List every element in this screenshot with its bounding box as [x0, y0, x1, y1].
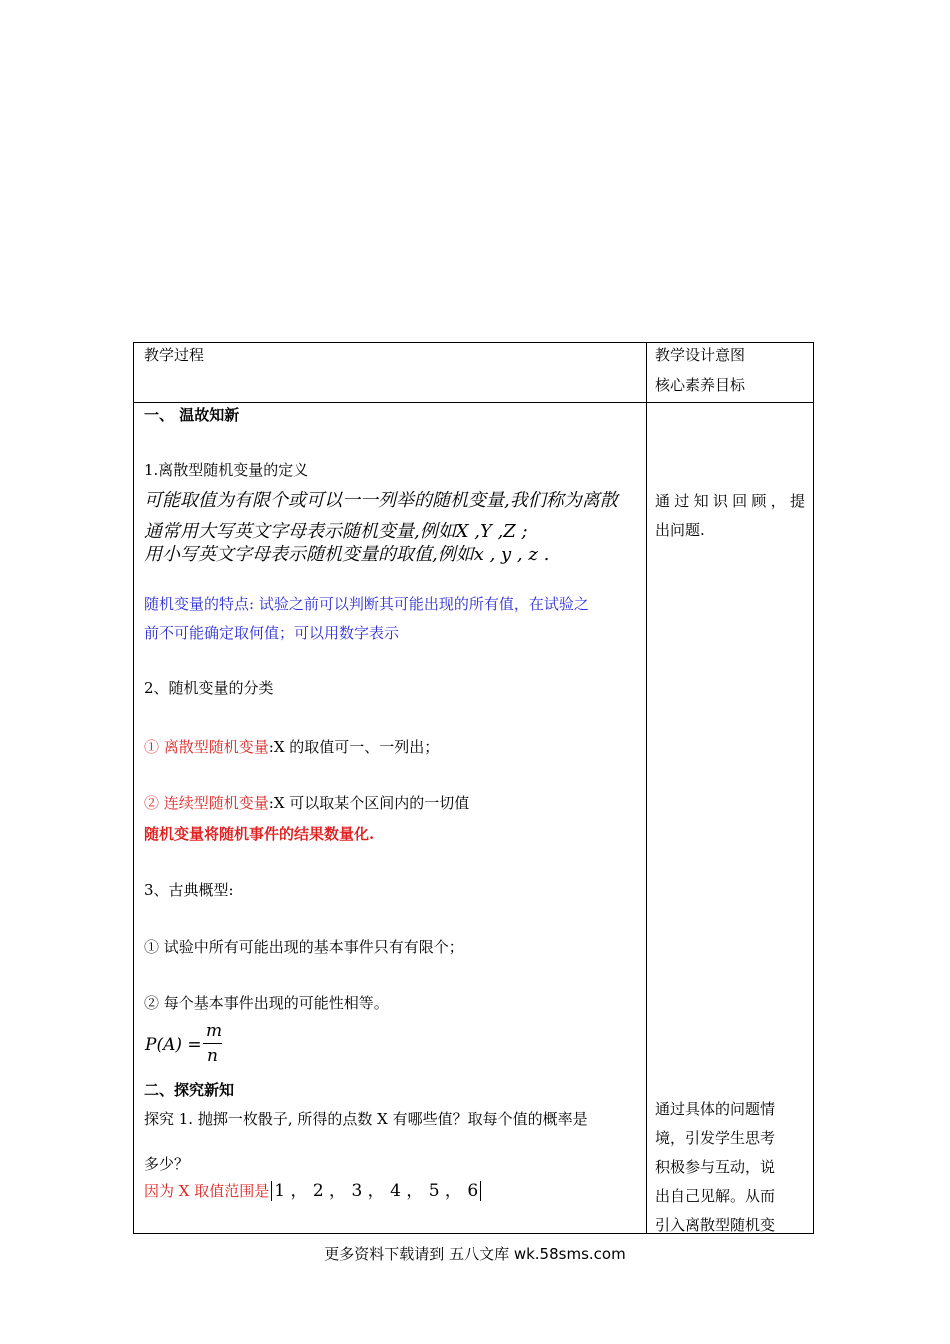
note-explore-line: 出自己见解。从而 — [655, 1187, 776, 1205]
continuous-class-label: ② 连续型随机变量 — [144, 794, 269, 812]
note-review-line-1: 通过知识回顾，提 — [655, 492, 805, 510]
classification-title: 2、随机变量的分类 — [144, 679, 274, 697]
feature-line-2: 前不可能确定取何值；可以用数字表示 — [144, 624, 400, 642]
note-review — [655, 487, 805, 545]
value-range-line — [144, 1181, 481, 1201]
value-range-label: 因为 X 取值范围是 — [144, 1182, 270, 1200]
footer-download-link[interactable]: 更多资料下载请到 五八文库 wk.58sms.com — [324, 1245, 626, 1263]
header-teaching-process: 教学过程 — [144, 346, 205, 364]
note-explore-line: 积极参与互动，说 — [655, 1158, 776, 1176]
explore-question-line-1: 探究 1. 抛掷一枚骰子, 所得的点数 X 有哪些值？取每个值的概率是 — [144, 1110, 588, 1128]
classical-model-title: 3、古典概型: — [144, 881, 234, 899]
discrete-class-label: ① 离散型随机变量 — [144, 738, 269, 756]
continuous-class-text: :X 可以取某个区间内的一切值 — [268, 794, 470, 812]
definition-line-1: 可能取值为有限个或可以一一列举的随机变量,我们称为离散 — [144, 490, 618, 511]
classical-condition-2: ② 每个基本事件出现的可能性相等。 — [144, 994, 389, 1012]
header-divider — [134, 402, 813, 403]
note-explore-line: 引入离散型随机变 — [655, 1216, 776, 1234]
formula-lhs: P(A) = — [145, 1035, 202, 1055]
note-explore — [655, 1095, 805, 1240]
header-core-goal: 核心素养目标 — [655, 376, 746, 394]
discrete-class-text: :X 的取值可一、一列出； — [268, 738, 440, 756]
note-explore-line: 通过具体的问题情 — [655, 1100, 776, 1118]
definition-line-2: 通常用大写英文字母表示随机变量,例如X ,Y ,Z ; — [144, 521, 528, 542]
quantify-emphasis: 随机变量将随机事件的结果数量化. — [144, 825, 375, 843]
section-review-title: 一、 温故知新 — [144, 406, 240, 424]
formula-denominator: n — [207, 1046, 218, 1066]
column-divider — [646, 343, 647, 1233]
definition-title: 1.离散型随机变量的定义 — [144, 461, 309, 479]
lesson-table — [133, 342, 814, 1234]
note-review-line-2: 出问题. — [655, 521, 705, 539]
header-design-intent: 教学设计意图 — [655, 346, 746, 364]
continuous-class-line — [144, 793, 469, 813]
discrete-class-line — [144, 737, 439, 757]
feature-line-1: 随机变量的特点: 试验之前可以判断其可能出现的所有值，在试验之 — [144, 595, 589, 613]
fraction-bar — [203, 1043, 222, 1044]
note-explore-line: 境，引发学生思考 — [655, 1129, 776, 1147]
definition-line-3: 用小写英文字母表示随机变量的取值,例如x , y , z . — [144, 544, 550, 565]
classical-condition-1: ① 试验中所有可能出现的基本事件只有有限个； — [144, 938, 464, 956]
section-explore-title: 二、探究新知 — [144, 1081, 235, 1099]
value-range-set: 1 ， 2 ， 3 ， 4 ， 5 ， 6 — [271, 1181, 481, 1201]
formula-numerator: m — [206, 1021, 223, 1041]
explore-question-line-2: 多少？ — [144, 1155, 190, 1173]
